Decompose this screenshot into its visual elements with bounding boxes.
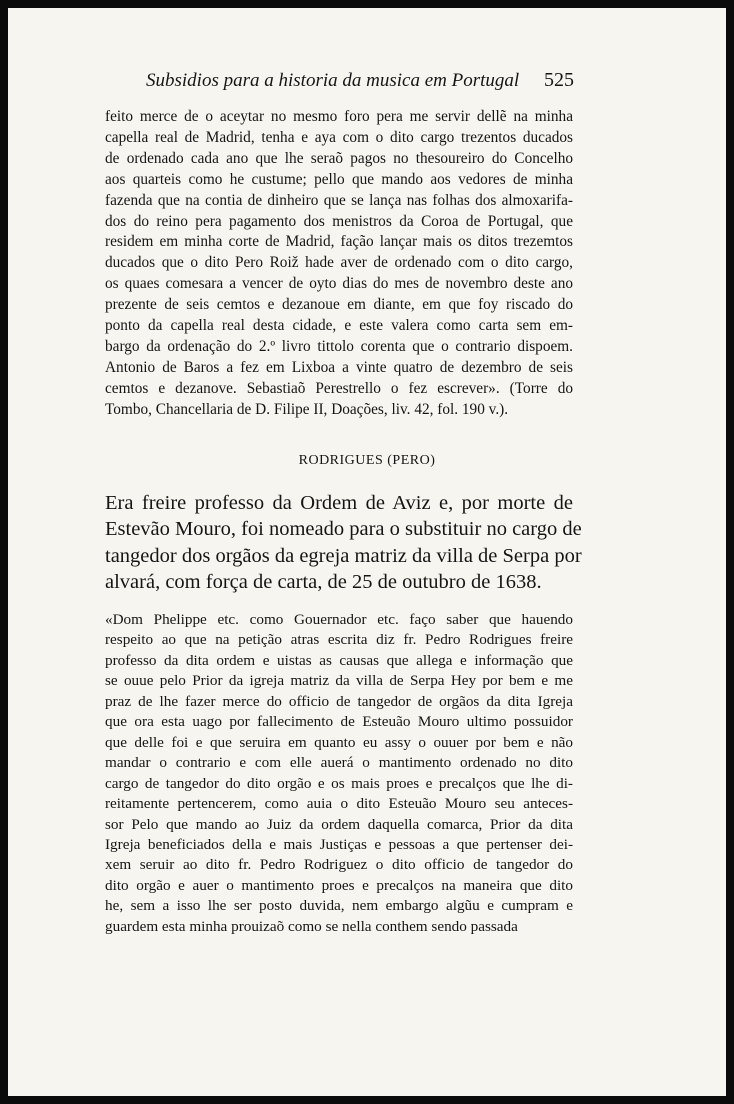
text-line: dos do reino pera pagamento dos menistros da Coroa de Portugal, que: [105, 212, 573, 230]
text-line: guardem esta minha prouizaõ como se nella conthem sendo passada: [105, 917, 518, 935]
section-heading: RODRIGUES (PERO): [298, 453, 436, 468]
text-line: Era freire professo da Ordem de Aviz e, por morte de: [105, 492, 573, 514]
running-title: Subsidios para a historia da musica em Portugal: [146, 70, 520, 91]
text-line: cargo de tangedor do dito orgão e os mais proes e precalços que lhe di-: [105, 774, 573, 792]
page-number: 525: [544, 69, 574, 91]
text-line: os quaes comesara a vencer de oyto dias do mes de novembro deste ano: [105, 275, 573, 293]
text-line: ducados que o dito Pero Roiž hade aver de ordenado com o dito cargo,: [105, 254, 573, 272]
page-header: [8, 68, 726, 98]
continuation-paragraph: [105, 107, 573, 421]
text-line: feito merce de o aceytar no mesmo foro pera me servir dellẽ na minha: [105, 108, 573, 125]
text-line: «Dom Phelippe etc. como Gouernador etc. faço saber que hauendo: [105, 611, 573, 628]
text-line: sor Pelo que mando ao Juiz da ordem daquella comarca, Prior da dita: [105, 815, 573, 833]
text-line: se ouue pelo Prior da igreja matriz da villa de Serpa Hey por bem e me: [105, 672, 573, 690]
text-line: ponto da capella real desta cidade, e este valera como carta sem em-: [105, 317, 573, 335]
text-line: aos quarteis como he custume; pello que mando aos vedores de minha: [105, 170, 573, 188]
text-line: de ordenado cada ano que lhe seraõ pagos no thesoureiro do Concelho: [105, 149, 573, 167]
text-line: Tombo, Chancellaria de D. Filipe II, Doações, liv. 42, fol. 190 v.).: [105, 400, 509, 418]
text-line: xem seruir ao dito fr. Pedro Rodriguez o dito officio de tangedor do: [105, 856, 573, 874]
text-line: prezente de seis cemtos e dezanoue em diante, em que foy riscado do: [105, 296, 573, 314]
text-line: residem em minha corte de Madrid, fação lançar mais os ditos trezemtos: [105, 233, 573, 251]
text-line: cemtos e dezanove. Sebastiaõ Perestrello o fez escrever». (Torre do: [105, 379, 573, 397]
text-line: Igreja beneficiados della e mais Justiças e pessoas a que pertenser dei-: [105, 835, 573, 853]
text-line: he, sem a isso lhe ser posto duvida, nem embargo algũu e cumpram e: [105, 897, 573, 915]
text-line: alvará, com força de carta, de 25 de outubro de 1638.: [105, 571, 542, 594]
text-line: fazenda que na contia de dinheiro que se lança nas folhas dos almoxarifa-: [105, 191, 573, 209]
text-line: capella real de Madrid, tenha e aya com o dito cargo trezentos ducados: [105, 128, 573, 146]
text-line: que delle foi e que seruira em quanto eu assy o ouuer por bem e não: [105, 733, 573, 751]
text-line: tangedor dos orgãos da egreja matriz da villa de Serpa por: [105, 544, 582, 567]
text-line: Antonio de Baros a fez em Lixboa a vinte quatro de dezembro de seis: [105, 358, 573, 376]
book-page: [8, 8, 726, 1096]
text-line: mandar o contrario e com elle auerá o mantimento ordenado no dito: [105, 754, 573, 772]
text-line: reitamente pertencerem, como auia o dito Esteuão Mouro seu anteces-: [105, 795, 573, 813]
text-line: bargo da ordenação do 2.º livro tittolo corenta que o contrario dispoem.: [105, 337, 573, 355]
text-line: respeito ao que na petição atras escrita diz fr. Pedro Rodrigues freire: [105, 631, 573, 649]
intro-paragraph: [105, 490, 582, 596]
text-line: que ora esta uago por fallecimento de Esteuão Mouro ultimo possuidor: [105, 713, 573, 731]
text-line: professo da dita ordem e uistas as causas que allega e informação que: [105, 651, 573, 669]
text-line: Estevão Mouro, foi nomeado para o substituir no cargo de: [105, 518, 582, 541]
document-quotation: [105, 610, 573, 937]
text-line: praz de lhe fazer merce do officio de tangedor de orgãos da dita Igreja: [105, 692, 573, 710]
text-line: dito orgão e auer o mantimento proes e precalços na maneira que dito: [105, 876, 573, 894]
